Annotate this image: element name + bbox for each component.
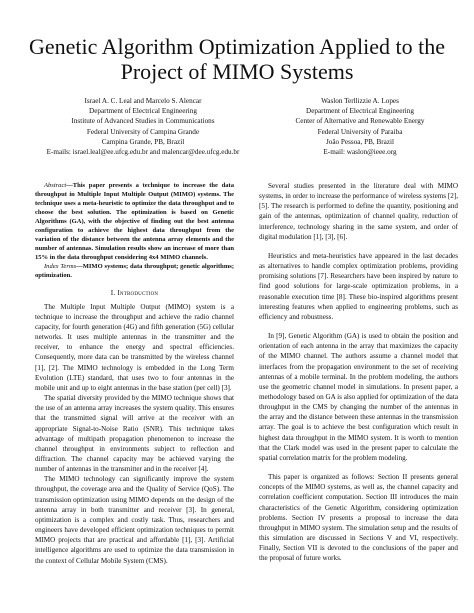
- author-names: Waslon Terllizzie A. Lopes: [321, 97, 399, 105]
- body-paragraph: Heuristics and meta-heuristics have appeared in the last decades as alternatives to handle complex optimization problems, providing promising solutions [7]. Researchers have been inspired by nature to find good solutions for large-scale optimization problems, in a reasonable execution time [8]. These bio-inspired algorithms present interesting features when applied to engineering problems, such as efficiency and robustness.: [259, 251, 458, 321]
- body-paragraph: In [9], Genetic Algorithm (GA) is used to obtain the position and orientation of each antenna in the array that maximizes the capacity of the MIMO channel. The authors assume a channel model that interfaces from the propagation environment to the set of receiving antennas of a mobile terminal. In the problem modeling, the authors use the geometric channel model in simulations. In present paper, a methodology based on GA is also applied for optimization of the data throughput in the CMS by changing the number of the antennas in the array and the distance between these antennas in the transmission array. The goal is to achieve the best configuration which result in highest data throughput in the MIMO system. It is worth to mention that the Clark model was used in the present paper to calculate the spatial correlation matrix for the problem modeling.: [259, 332, 458, 462]
- paper-title: Genetic Algorithm Optimization Applied to the Project of MIMO Systems: [28, 34, 446, 84]
- body-paragraph: Several studies presented in the literature deal with MIMO systems, in order to increase the performance of wireless systems [2], [5]. The research is performed to define the quantity, positioning and gain of the antennas, optimization of channel quality, reduction of interference, technology sharing in the same system, and order of digital modulation [1], [3], [6].: [259, 182, 458, 241]
- index-terms-label: Index Terms: [44, 263, 77, 271]
- right-column: [259, 181, 458, 563]
- body-paragraph: This paper is organized as follows: Section II presents general concepts of the MIMO systems, as well as, the channel capacity and correlation coefficient computation. Section III introduces the main characteristics of the Genetic Algorithm, considering optimization problems. Section IV presents a proposal to increase the data throughput in MIMO system. The simulation setup and the results of this simulation are discussed in Sections V and VI, respectively. Finally, Section VII is devoted to the conclusions of the paper and the proposal of future works.: [259, 473, 458, 563]
- index-terms-text: —MIMO systems; data throughput; genetic algorithms; optimization.: [35, 263, 234, 280]
- author-email: E-mails: israel.leal@ee.ufcg.edu.br and malencar@dee.ufcg.edu.br: [46, 148, 240, 157]
- author-city: João Pessoa, PB, Brazil: [325, 137, 395, 146]
- author-university: Federal University of Paraiba: [317, 127, 403, 136]
- body-paragraph: The MIMO technology can significantly improve the system throughput, the coverage area and the Quality of Service (QoS). The transmission optimization using MIMO depends on the design of the antenna array in both transmitter and receiver [3]. In general, optimization is a complex and costly task. Thus, researchers and engineers have developed efficient optimization techniques to permit MIMO projects that are practical and affordable [1], [3]. Artificial intelligence algorithms are used to optimize the data transmission in the context of Cellular Mobile System (CMS).: [35, 475, 234, 565]
- index-terms: [35, 262, 234, 280]
- author-block-right: [260, 96, 460, 157]
- author-city: Campina Grande, PB, Brazil: [101, 137, 185, 146]
- section-heading-introduction: I. Introduction: [110, 288, 159, 297]
- body-paragraph: The Multiple Input Multiple Output (MIMO) system is a technique to increase the throughput and achieve the radio channel capacity, for fourth generation (4G) and fifth generation (5G) cellular networks. It uses multiple antennas in the transmitter and the receiver, to enhance the energy and spectral efficiencies. Consequently, more data can be transmitted by the wireless channel [1], [2]. The MIMO technology is embedded in the Long Term Evolution (LTE) standard, that uses two to four antennas in the mobile unit and up to eight antennas in the base station (per cell) [3].: [35, 302, 234, 392]
- abstract-label: Abstract: [44, 182, 67, 189]
- author-university: Federal University of Campina Grande: [86, 127, 200, 136]
- author-names: Israel A. C. Leal and Marcelo S. Alencar: [84, 97, 202, 105]
- abstract: [35, 181, 234, 262]
- body-paragraph: The spatial diversity provided by the MIMO technique shows that the use of an antenna array increases the system quality. This ensures that the transmitted signal will arrive at the receiver with an appropriate Signal-to-Noise Ratio (SNR). This technique takes advantage of multipath propagation phenomenon to increase the channel throughput in environments subject to reflection and diffraction. The channel capacity may be achieved varying the number of antennas in the transmitter and in the receiver [4].: [35, 394, 234, 474]
- author-block-left: [38, 96, 248, 157]
- abstract-text: —This paper presents a technique to increase the data throughput in Multiple Input Multiple Output (MIMO) systems. The technique uses a meta-heuristic to optimize the data throughput and to choose the best solution. The optimization is based on Genetic Algorithms (GA), with the objective of finding out the best antenna configuration to achieve the highest data throughput from the variation of the distance between the antenna array elements and the number of antennas. Simulation results show an increase of more than 15% in the data throughput considering 4x4 MIMO channels.: [35, 182, 234, 262]
- author-institute: Institute of Advanced Studies in Communications: [71, 117, 215, 126]
- author-department: Department of Electrical Engineering: [306, 107, 414, 116]
- author-email: E-mail: waslon@ieee.org: [323, 148, 397, 157]
- author-institute: Center of Alternative and Renewable Energy: [295, 117, 425, 126]
- author-department: Department of Electrical Engineering: [89, 107, 197, 116]
- left-column: [35, 181, 234, 566]
